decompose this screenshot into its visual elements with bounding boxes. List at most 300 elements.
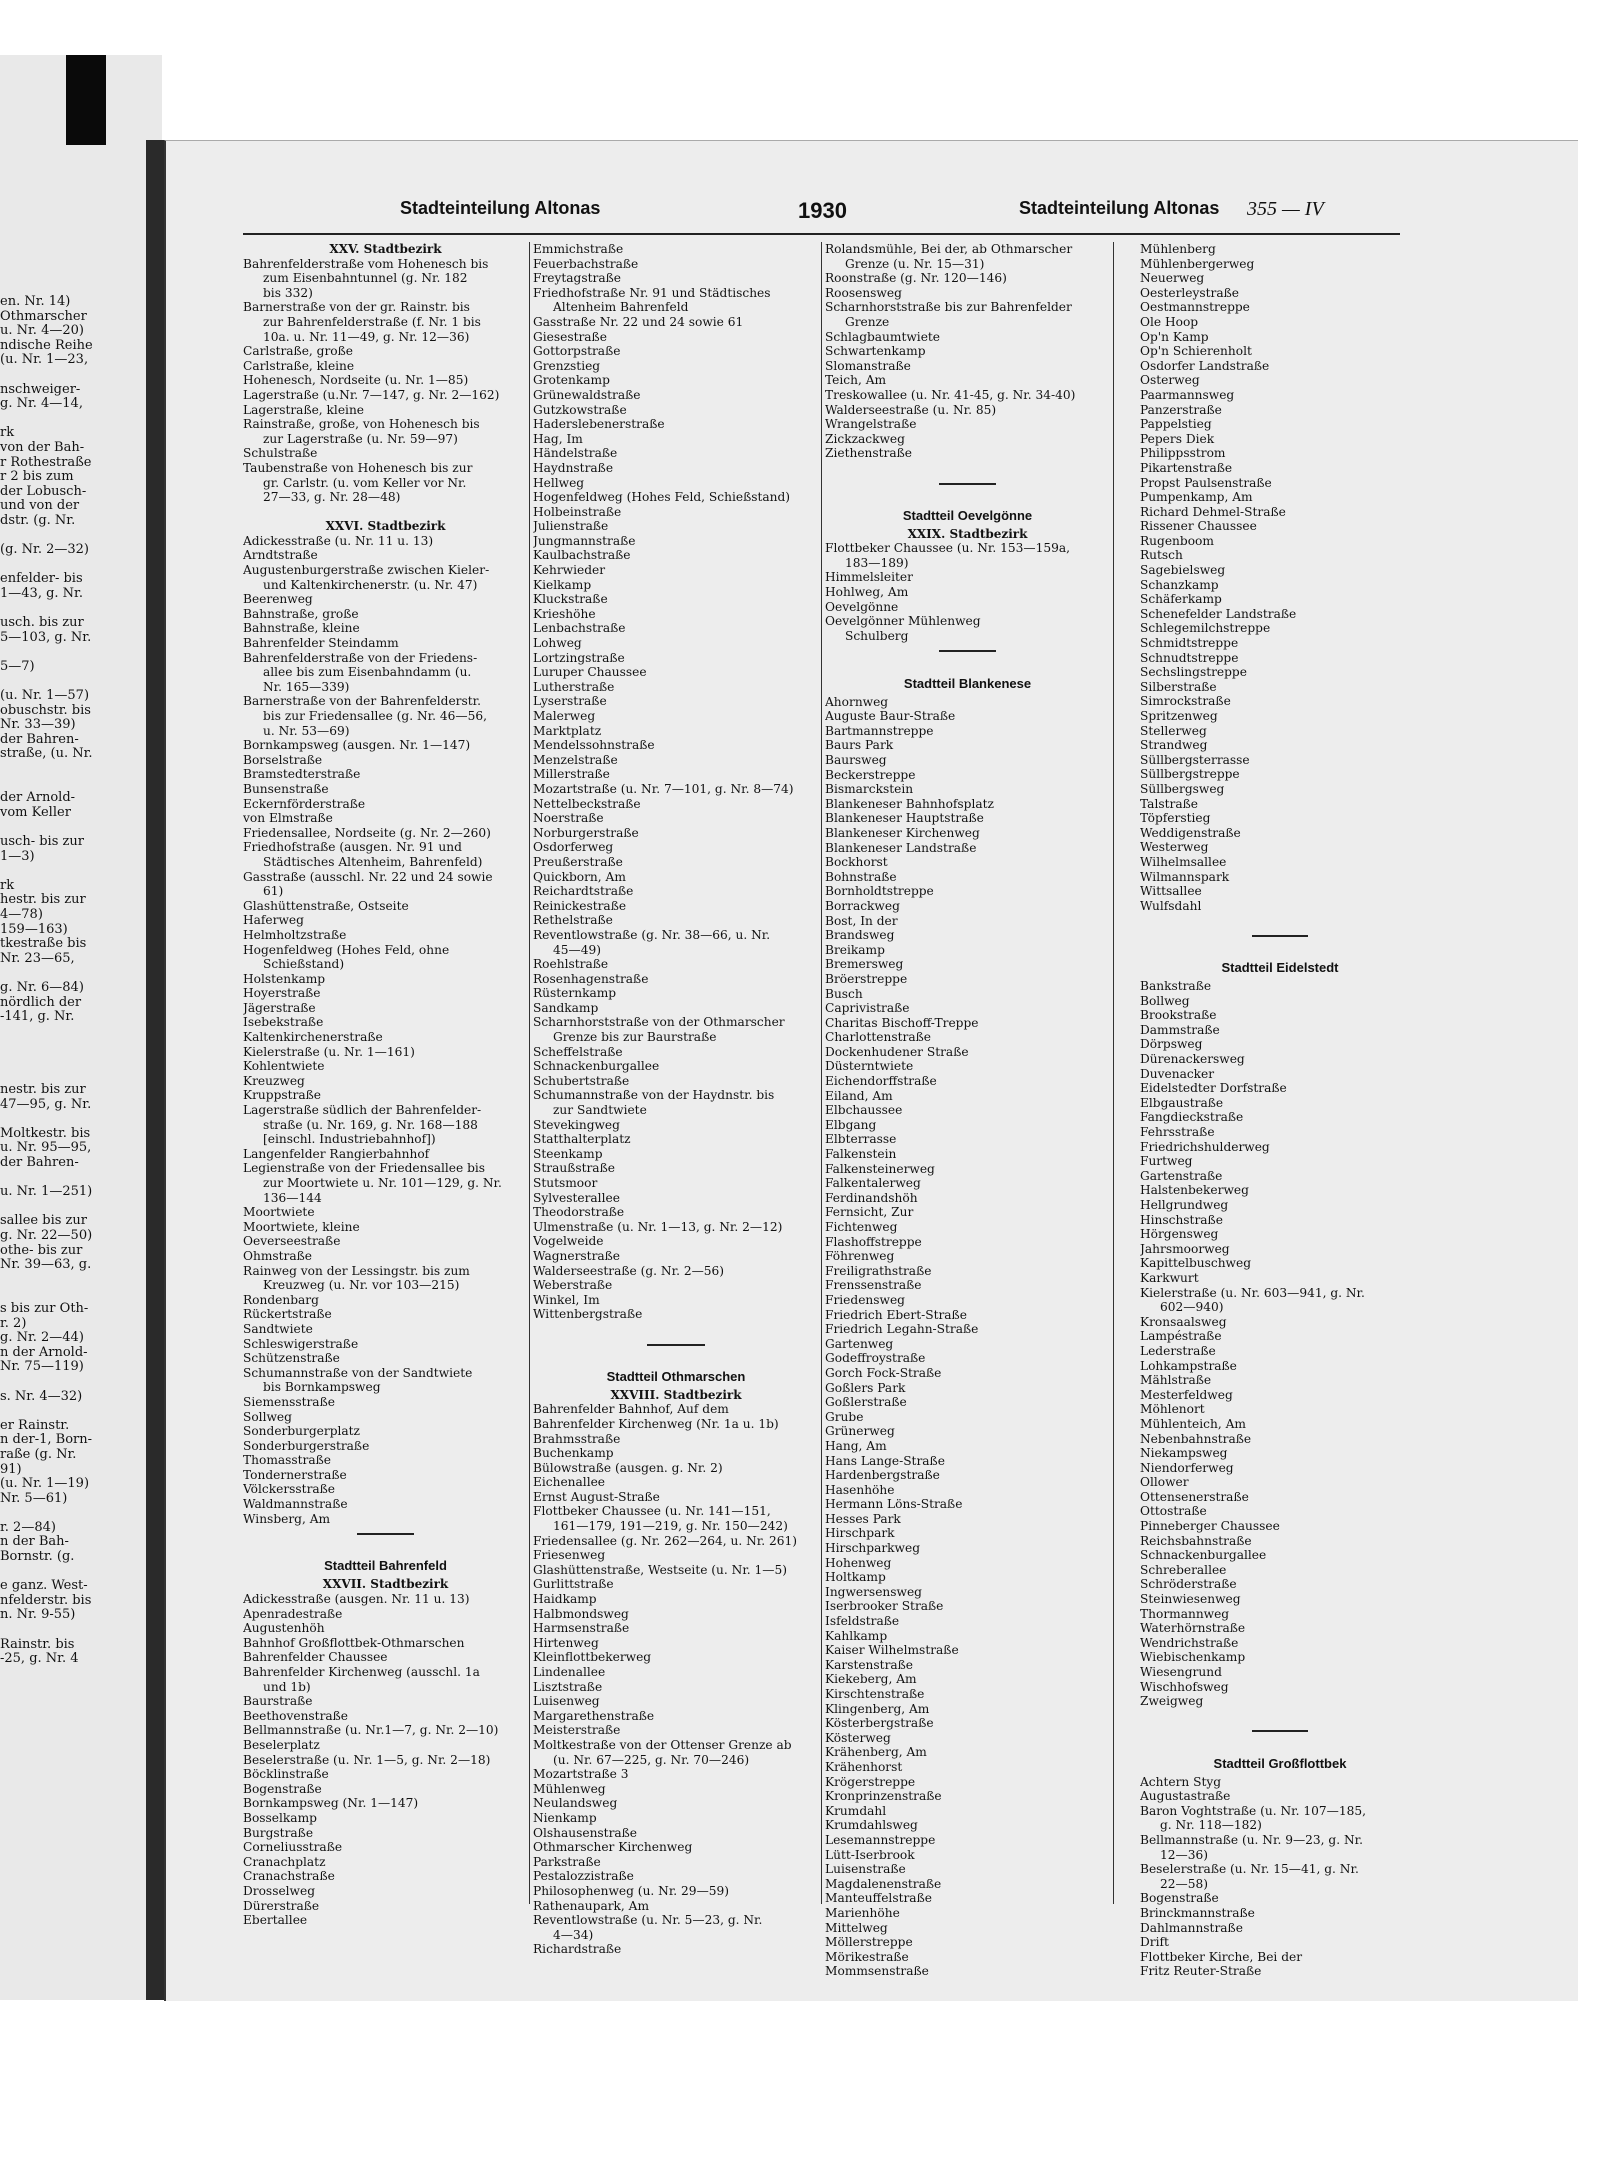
street-entry: Borselstraße [243,752,323,767]
header-year: 1930 [798,198,847,223]
street-entry: Mittelweg [825,1920,888,1935]
street-entry: Bahrenfelder Chaussee [243,1650,388,1665]
fragment-line: othe- bis zur [0,1243,83,1258]
street-entry: Auguste Baur-Straße [825,709,956,724]
street-entry: Süllbergsterrasse [1140,752,1250,767]
street-entry: Siemensstraße [243,1394,335,1409]
street-entry: Hohenweg [825,1555,892,1570]
street-entry: Ferdinandshöh [825,1190,918,1205]
street-entry: bis 332) [263,285,313,300]
district-heading: XXIX. Stadtbezirk [907,526,1028,541]
street-entry: Charitas Bischoff-Treppe [825,1015,979,1030]
street-entry: Spritzenweg [1140,709,1218,723]
street-entry: Bismarckstein [825,782,914,797]
street-entry: Oevelgönner Mühlenweg [825,614,981,629]
section-heading: Stadtteil Oevelgönne [902,507,1033,523]
street-entry: Rethelstraße [533,913,613,928]
street-entry: Stellerweg [1140,723,1207,738]
street-entry: Hinschstraße [1140,1212,1223,1227]
fragment-line: g. Nr. 2—44) [0,1331,84,1346]
street-entry: Kiekeberg, Am [825,1672,917,1687]
street-entry: Sagebielsweg [1140,563,1226,578]
street-entry: Moortwiete [243,1205,315,1220]
street-entry: g. Nr. 118—182) [1160,1818,1262,1833]
street-entry: Beselerplatz [243,1737,320,1752]
street-entry: Gasstraße Nr. 22 und 24 sowie 61 [533,314,744,329]
street-entry: Fritz Reuter-Straße [1140,1964,1262,1979]
fragment-line: obuschstr. bis [0,703,91,718]
street-entry: Kleinflottbekerweg [533,1650,652,1665]
street-entry: Bahrenfelderstraße vom Hohenesch bis [243,256,489,271]
street-entry: Bankstraße [1140,979,1212,994]
street-entry: Lohkampstraße [1140,1358,1237,1373]
street-entry: Panzerstraße [1140,402,1222,417]
street-entry: Fichtenweg [825,1220,898,1234]
street-entry: Wittsallee [1140,884,1202,899]
street-entry: Apenradestraße [243,1606,343,1621]
street-entry: Düsterntwiete [825,1059,914,1074]
fragment-line: nördlich der [0,995,82,1010]
section-heading: Stadtteil Eidelstedt [1221,960,1339,976]
fragment-line [0,1623,110,1638]
street-entry: Grenze (u. Nr. 15—31) [845,256,985,271]
street-entry: Oesterleystraße [1140,285,1239,300]
street-entry: Flottbeker Kirche, Bei der [1140,1949,1303,1964]
street-entry: Elbgang [825,1117,877,1132]
street-entry: Thomasstraße [243,1453,331,1468]
street-entry: Luruper Chaussee [533,665,647,680]
column-2 [533,242,819,1957]
district-heading: XXV. Stadtbezirk [329,242,442,256]
street-entry: Goßlers Park [825,1380,906,1395]
street-entry: Rugenboom [1140,533,1214,548]
street-entry: [einschl. Industriebahnhof]) [263,1132,436,1147]
street-entry: Pikartenstraße [1140,460,1233,475]
street-entry: Marienhöhe [825,1905,900,1920]
street-entry: Dürenackersweg [1140,1052,1245,1067]
street-entry: Klingenberg, Am [825,1701,930,1716]
street-entry: Wrangelstraße [825,417,917,432]
street-entry: Malerweg [533,709,596,723]
street-entry: Borrackweg [825,898,900,913]
street-entry: Furtweg [1140,1154,1193,1169]
street-entry: Halbmondsweg [533,1606,629,1621]
street-entry: Charlottenstraße [825,1030,931,1045]
street-entry: Rosenhagenstraße [533,971,649,986]
fragment-line: raße (g. Nr. [0,1447,77,1462]
fragment-line: (g. Nr. 2—32) [0,543,89,558]
street-entry: Philippsstrom [1140,446,1226,461]
fragment-line: tkestraße bis [0,937,87,952]
street-entry: Brinckmannstraße [1140,1905,1255,1920]
street-entry: Hermann Löns-Straße [825,1497,963,1512]
fragment-line: u. Nr. 4—20) [0,324,84,339]
street-entry: Lagerstraße, kleine [243,402,365,417]
fragment-line: Bornstr. (g. [0,1550,75,1565]
street-entry: Kronsaalsweg [1140,1314,1227,1329]
fragment-line: r Rothestraße [0,455,92,470]
street-entry: Schenefelder Landstraße [1140,606,1297,621]
street-entry: Bogenstraße [243,1781,322,1796]
street-entry: Gorch Fock-Straße [825,1365,942,1380]
street-entry: gr. Carlstr. (u. vom Keller vor Nr. [263,475,467,490]
street-entry: Freytagstraße [533,271,621,286]
street-entry: Süllbergstreppe [1140,767,1240,782]
fragment-line: Nr. 23—65, [0,951,75,966]
street-entry: Augustenburgerstraße zwischen Kieler- [243,563,490,578]
street-entry: Mühlenberg [1140,242,1216,256]
street-entry: Haferweg [243,913,304,928]
spacer [533,1351,819,1366]
street-entry: Margarethenstraße [533,1708,655,1723]
street-entry: Ulmenstraße (u. Nr. 1—13, g. Nr. 2—12) [533,1219,783,1234]
street-entry: Lagerstraße (u.Nr. 7—147, g. Nr. 2—162) [243,387,500,402]
fragment-line [0,1273,110,1288]
street-entry: Langenfelder Rangierbahnhof [243,1146,430,1161]
fragment-line: der Bahren- [0,732,79,747]
street-entry: Altenheim Bahrenfeld [553,300,689,315]
street-entry: Friedensallee, Nordseite (g. Nr. 2—260) [243,825,491,840]
fragment-line: -141, g. Nr. [0,1010,75,1025]
street-entry: Othmarscher Kirchenweg [533,1840,693,1855]
street-entry: Arndtstraße [243,548,318,563]
street-entry: Kahlkamp [825,1628,888,1643]
street-entry: Rainweg von der Lessingstr. bis zum [243,1263,470,1278]
street-entry: Zickzackweg [825,431,905,446]
street-entry: Roonstraße (g. Nr. 120—146) [825,271,1007,286]
street-entry: Mendelssohnstraße [533,738,655,753]
street-entry: Adickesstraße (ausgen. Nr. 11 u. 13) [243,1592,470,1607]
fragment-line [0,1112,110,1127]
street-entry: zur Sandtwiete [553,1103,647,1118]
street-entry: 45—49) [553,942,601,957]
fragment-line: (u. Nr. 1—57) [0,689,90,704]
street-entry: Bornkampsweg (Nr. 1—147) [243,1796,419,1811]
page-number: 355 — IV [1247,198,1324,220]
fragment-line: r. 2) [0,1316,27,1331]
street-entry: Flashoffstreppe [825,1234,922,1249]
street-entry: Baurstraße [243,1694,313,1709]
street-entry: Frenssenstraße [825,1278,922,1293]
street-entry: Krieshöhe [533,606,596,621]
street-entry: Op'n Schierenholt [1140,344,1252,359]
street-entry: Op'n Kamp [1140,329,1209,344]
street-entry: 10a. u. Nr. 11—49, g. Nr. 12—36) [263,329,470,344]
street-entry: 12—36) [1160,1847,1208,1862]
street-entry: Bost, In der [825,913,898,928]
street-entry: Nettelbeckstraße [533,796,641,811]
fragment-line: sallee bis zur [0,1214,87,1229]
street-entry: Hans Lange-Straße [825,1453,945,1468]
street-entry: Hardenbergstraße [825,1468,940,1483]
street-entry: Kohlentwiete [243,1059,325,1074]
street-entry: Godeffroystraße [825,1351,926,1366]
street-entry: Slomanstraße [825,358,911,373]
fragment-line: usch. bis zur [0,616,84,631]
street-entry: Dörpsweg [1140,1037,1203,1052]
street-entry: Theodorstraße [533,1205,625,1220]
street-entry: Steenkamp [533,1146,603,1161]
street-entry: Lenbachstraße [533,621,626,636]
fragment-line: dstr. (g. Nr. [0,513,76,528]
street-entry: Krumdahl [825,1803,887,1818]
street-entry: Gasstraße (ausschl. Nr. 22 und 24 sowie [243,869,493,884]
street-entry: Osdorfer Landstraße [1140,358,1270,373]
street-entry: Walderseestraße (u. Nr. 85) [825,402,997,417]
street-entry: Schreberallee [1140,1562,1227,1577]
street-entry: Isebekstraße [243,1015,324,1030]
fragment-line [0,558,110,573]
street-entry: Treskowallee (u. Nr. 41-45, g. Nr. 34-40) [825,387,1076,402]
street-entry: Baursweg [825,753,887,767]
fragment-line [0,1025,110,1040]
fragment-line: Nr. 5—61) [0,1491,68,1506]
street-entry: Krögerstreppe [825,1774,916,1789]
street-entry: Schäferkamp [1140,592,1222,607]
street-entry: Lutherstraße [533,679,615,694]
fragment-line [0,674,110,689]
street-entry: Quickborn, Am [533,869,626,884]
fragment-line [0,1565,110,1580]
street-entry: Schützenstraße [243,1351,340,1366]
street-entry: Ebertallee [243,1913,308,1928]
street-entry: Bellmannstraße (u. Nr.1—7, g. Nr. 2—10) [243,1723,499,1738]
street-entry: Lohweg [533,636,582,651]
street-entry: Hörgensweg [1140,1227,1219,1242]
street-entry: Grenzstieg [533,358,601,373]
street-entry: Bartmannstreppe [825,723,934,738]
street-entry: Stevekingweg [533,1117,620,1132]
fragment-line [0,864,110,879]
street-entry: Krähenberg, Am [825,1745,927,1760]
section-heading: Stadtteil Bahrenfeld [324,1558,447,1574]
fragment-line: der Bahren- [0,1156,79,1171]
street-entry: Reichardtstraße [533,884,634,899]
street-entry: Krumdahlsweg [825,1818,918,1833]
street-entry: Ziethenstraße [825,446,912,461]
spacer [825,490,1110,505]
street-entry: allee bis zum Eisenbahndamm (u. [263,665,472,680]
street-entry: Fernsicht, Zur [825,1205,914,1220]
street-entry: Rückertstraße [243,1307,332,1322]
street-entry: zur Moortwiete u. Nr. 101—129, g. Nr. [263,1176,502,1190]
street-entry: Süllbergsweg [1140,781,1225,796]
fragment-line: 91) [0,1462,22,1477]
street-entry: Schwartenkamp [825,344,926,359]
street-entry: Weberstraße [533,1278,613,1293]
street-entry: Nr. 165—339) [263,679,350,694]
street-entry: Bogenstraße [1140,1891,1219,1906]
street-entry: Himmelsleiter [825,570,913,585]
fragment-line [0,777,110,792]
street-entry: Richard Dehmel-Straße [1140,504,1286,519]
street-entry: Sandtwiete [243,1321,313,1336]
street-entry: Jahrsmoorweg [1140,1241,1230,1256]
street-entry: Schleswigerstraße [243,1336,359,1351]
fragment-line: Nr. 33—39) [0,718,76,733]
street-entry: Kluckstraße [533,592,608,607]
section-heading: Stadtteil Othmarschen [606,1368,746,1384]
street-entry: Waterhörnstraße [1140,1621,1246,1636]
fragment-line [0,529,110,544]
street-entry: Luisenweg [533,1694,600,1709]
street-entry: Händelstraße [533,446,618,461]
street-entry: Gurlittstraße [533,1577,614,1592]
street-entry: Schlegemilchstreppe [1140,621,1271,636]
street-entry: Caprivistraße [825,1001,910,1016]
fragment-line: r 2 bis zum [0,470,74,485]
street-entry: Iserbrooker Straße [825,1599,944,1614]
street-entry: Nienkamp [533,1810,597,1825]
street-entry: Hasenhöhe [825,1482,895,1497]
street-entry: Hoyerstraße [243,986,321,1001]
street-entry: 183—189) [845,555,909,570]
street-entry: Karkwurt [1140,1270,1199,1285]
district-heading: XXVIII. Stadtbezirk [610,1387,742,1402]
street-entry: Lesemannstreppe [825,1832,936,1847]
street-entry: Wendrichstraße [1140,1635,1239,1650]
street-entry: Friedensallee (g. Nr. 262—264, u. Nr. 261) [533,1533,798,1548]
street-entry: Beerenweg [243,592,313,607]
street-entry: Millerstraße [533,767,610,782]
fragment-line: 1—3) [0,849,35,864]
street-entry: Ollower [1140,1475,1189,1490]
street-entry: Grotenkamp [533,373,610,388]
street-entry: Niendorferweg [1140,1460,1234,1475]
street-entry: Beselerstraße (u. Nr. 15—41, g. Nr. [1140,1862,1359,1877]
street-entry: Holtkamp [825,1570,886,1585]
street-entry: Kirschtenstraße [825,1687,925,1701]
street-entry: Mählstraße [1140,1373,1212,1388]
fragment-line: 5—7) [0,659,35,674]
section-heading: Stadtteil Großflottbek [1213,1755,1347,1771]
street-entry: Kehrwieder [533,563,606,578]
street-entry: 161—179, 191—219, g. Nr. 150—242) [553,1519,788,1534]
street-entry: Blankeneser Bahnhofsplatz [825,796,994,811]
street-entry: Rondenbarg [243,1292,319,1307]
street-entry: Schießstand) [263,957,345,972]
street-entry: Brandsweg [825,928,895,943]
street-entry: 22—58) [1160,1876,1208,1891]
street-entry: Brookstraße [1140,1008,1217,1023]
street-entry: Straußstraße [533,1161,615,1176]
fragment-line: nestr. bis zur [0,1083,86,1098]
section-separator [825,643,1110,658]
street-entry: (u. Nr. 67—225, g. Nr. 70—246) [553,1752,750,1767]
street-entry: Hogenfeldweg (Hohes Feld, Schießstand) [533,490,791,505]
street-entry: Bremersweg [825,957,904,972]
street-entry: Olshausenstraße [533,1825,638,1840]
street-entry: Breikamp [825,942,885,957]
street-entry: Schubertstraße [533,1073,630,1088]
street-entry: Hellgrundweg [1140,1198,1229,1212]
street-entry: Friedrich Legahn-Straße [825,1322,979,1337]
street-entry: Friedhofstraße Nr. 91 und Städtisches [533,285,771,300]
section-heading: Stadtteil Blankenese [903,675,1032,691]
page-fold-shadow [146,140,166,2000]
street-entry: Scheffelstraße [533,1044,623,1059]
street-entry: Grenze [845,314,890,329]
street-entry: Lortzingstraße [533,650,625,665]
page-header [243,198,1400,228]
street-entry: Schnackenburgallee [1140,1548,1267,1563]
fragment-line: der Lobusch- [0,484,87,499]
fragment-line: ndische Reihe [0,338,93,353]
street-entry: zur Lagerstraße (u. Nr. 59—97) [263,431,458,446]
street-entry: Wiebischenkamp [1140,1650,1246,1665]
street-entry: Holbeinstraße [533,504,622,519]
street-entry: Eiland, Am [825,1088,893,1103]
street-entry: Ernst August-Straße [533,1489,660,1504]
fragment-line: (u. Nr. 1—23, [0,353,89,368]
street-entry: Kreuzweg (u. Nr. vor 103—215) [263,1278,460,1293]
street-entry: Lütt-Iserbrook [825,1847,915,1862]
street-entry: Hesses Park [825,1511,901,1526]
street-entry: Eckernförderstraße [243,796,366,811]
street-entry: Haydnstraße [533,460,614,475]
street-entry: Eidelstedter Dorfstraße [1140,1081,1287,1096]
fragment-line: n der Bah- [0,1535,69,1550]
street-entry: Holstenkamp [243,971,326,986]
spacer [533,1322,819,1337]
fragment-line: s bis zur Oth- [0,1301,89,1316]
spacer [243,1541,528,1556]
column-divider [1113,242,1114,1904]
fragment-line: nfelderstr. bis [0,1593,92,1608]
street-entry: Luisenstraße [825,1862,906,1877]
street-entry: Ingwersensweg [825,1584,922,1599]
fragment-line: (u. Nr. 1—19) [0,1477,90,1492]
street-entry: Pappelstieg [1140,417,1212,432]
street-entry: Dammstraße [1140,1022,1220,1037]
fragment-line: der Arnold- [0,791,76,806]
street-entry: Schmidtstreppe [1140,636,1239,651]
street-entry: Bunsenstraße [243,781,329,796]
street-entry: Barnerstraße von der Bahrenfelderstr. [243,694,482,709]
fragment-line: nschweiger- [0,382,81,397]
street-entry: Krähenhorst [825,1759,903,1774]
street-entry: Wilhelmsallee [1140,854,1227,869]
street-entry: Goßlerstraße [825,1395,907,1410]
street-entry: Möhlenort [1140,1402,1205,1417]
street-entry: Winsberg, Am [243,1511,331,1526]
street-entry: Glashüttenstraße, Ostseite [243,898,409,913]
fragment-line: g. Nr. 22—50) [0,1229,93,1243]
fragment-line [0,1287,110,1302]
street-entry: 602—940) [1160,1300,1224,1315]
street-entry: Bockhorst [825,855,888,870]
street-entry: Hohenesch, Nordseite (u. Nr. 1—85) [243,373,469,388]
street-entry: Emmichstraße [533,242,624,256]
street-entry: Falkensteinerweg [825,1161,935,1176]
street-entry: Moltkestraße von der Ottenser Grenze ab [533,1737,792,1752]
street-entry: Richardstraße [533,1942,622,1957]
street-entry: Rüsternkamp [533,986,617,1001]
fragment-line: Rainstr. bis [0,1637,75,1652]
street-entry: Mühlenbergerweg [1140,256,1255,271]
street-entry: Glashüttenstraße, Westseite (u. Nr. 1—5) [533,1562,788,1577]
street-entry: Möllerstreppe [825,1935,913,1950]
street-entry: zum Eisenbahntunnel (g. Nr. 182 [263,271,468,286]
street-entry: 27—33, g. Nr. 28—48) [263,490,401,505]
street-entry: Sollweg [243,1409,292,1424]
street-entry: bis Bornkampsweg [263,1380,381,1395]
street-entry: Fehrsstraße [1140,1125,1215,1140]
street-entry: Preußerstraße [533,854,623,869]
street-entry: Falkenstein [825,1147,897,1162]
street-entry: Beethovenstraße [243,1708,349,1723]
street-entry: Haderslebenerstraße [533,417,665,432]
